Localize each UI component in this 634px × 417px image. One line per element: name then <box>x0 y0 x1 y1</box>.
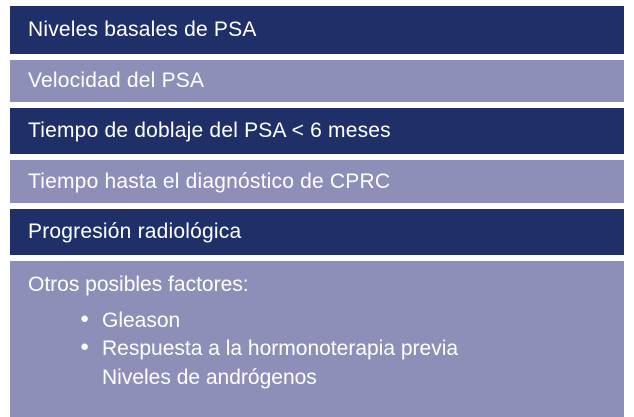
factor-band-3-label: Tiempo de doblaje del PSA < 6 meses <box>28 119 391 143</box>
list-item-label: Niveles de andrógenos <box>102 365 317 389</box>
factor-band-1-label: Niveles basales de PSA <box>28 18 257 42</box>
factor-band-2 <box>10 60 624 102</box>
factor-band-4 <box>10 160 624 203</box>
other-factors-list <box>28 307 624 392</box>
factor-band-5-label: Progresión radiológica <box>28 220 242 244</box>
other-factors-title: Otros posibles factores: <box>28 273 249 296</box>
list-item <box>28 335 624 363</box>
list-item-label: Gleason <box>102 309 181 333</box>
list-item <box>28 364 624 392</box>
other-factors-panel <box>10 261 624 417</box>
bullet-icon: ● <box>80 310 90 328</box>
list-item-label: Respuesta a la hormonoterapia previa <box>102 337 459 361</box>
bullet-icon: ● <box>80 338 90 356</box>
factor-band-1 <box>10 6 624 54</box>
factor-band-3 <box>10 108 624 154</box>
factor-band-4-label: Tiempo hasta el diagnóstico de CPRC <box>28 169 391 193</box>
factor-band-2-label: Velocidad del PSA <box>28 69 205 93</box>
list-item <box>28 307 624 335</box>
factor-band-5 <box>10 209 624 255</box>
